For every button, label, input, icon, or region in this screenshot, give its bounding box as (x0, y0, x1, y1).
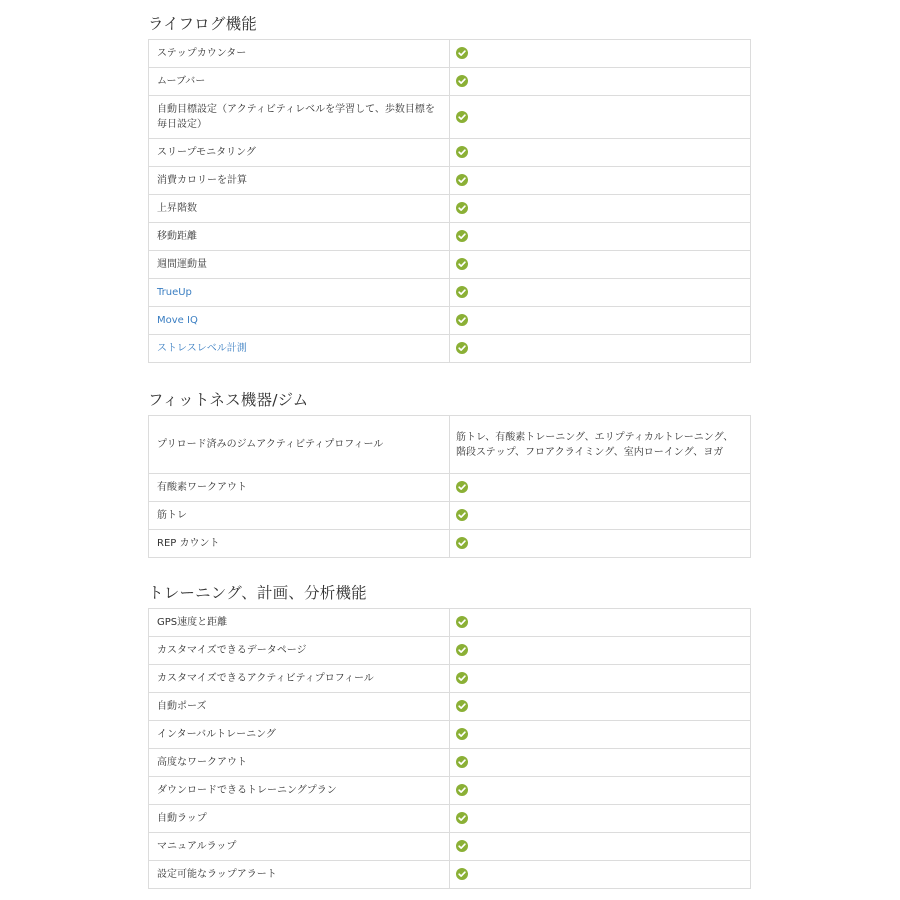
feature-label-cell (149, 861, 450, 889)
feature-label: カスタマイズできるデータページ (157, 645, 307, 656)
feature-value-cell (450, 474, 751, 502)
feature-value-cell (450, 502, 751, 530)
feature-label-cell (149, 251, 450, 279)
check-icon (456, 202, 468, 214)
feature-value-cell (450, 251, 751, 279)
feature-label: 自動ポーズ (157, 701, 207, 712)
check-icon (456, 111, 468, 123)
feature-label: 高度なワークアウト (157, 757, 247, 768)
feature-label-cell (149, 777, 450, 805)
feature-label: REP カウント (157, 538, 220, 549)
table-row (149, 40, 751, 68)
feature-value-cell (450, 167, 751, 195)
feature-value-cell (450, 637, 751, 665)
check-icon (456, 812, 468, 824)
feature-value-cell (450, 40, 751, 68)
table-row (149, 637, 751, 665)
check-icon (456, 174, 468, 186)
table-row (149, 474, 751, 502)
check-icon (456, 258, 468, 270)
training-title: トレーニング、計画、分析機能 (148, 584, 367, 602)
table-row (149, 167, 751, 195)
feature-value-cell (450, 307, 751, 335)
feature-label-cell (149, 167, 450, 195)
feature-label-cell (149, 749, 450, 777)
check-icon (456, 75, 468, 87)
feature-label: 有酸素ワークアウト (157, 482, 247, 493)
fitness-table (148, 415, 751, 558)
check-icon (456, 509, 468, 521)
feature-label: 移動距離 (157, 231, 197, 242)
feature-label: ダウンロードできるトレーニングプラン (157, 785, 337, 796)
check-icon (456, 672, 468, 684)
feature-label-cell (149, 502, 450, 530)
check-icon (456, 728, 468, 740)
table-row (149, 335, 751, 363)
feature-label-cell (149, 68, 450, 96)
table-row (149, 195, 751, 223)
check-icon (456, 146, 468, 158)
feature-label: スリープモニタリング (157, 147, 256, 158)
table-row (149, 96, 751, 139)
feature-label-cell (149, 307, 450, 335)
feature-label-cell (149, 416, 450, 474)
table-row (149, 693, 751, 721)
fitness-table-body (149, 416, 751, 558)
feature-label: 週間運動量 (157, 259, 207, 270)
check-icon (456, 47, 468, 59)
check-icon (456, 868, 468, 880)
table-row (149, 251, 751, 279)
table-row (149, 833, 751, 861)
feature-label: 設定可能なラップアラート (157, 869, 277, 880)
feature-label: ステップカウンター (157, 48, 247, 59)
check-icon (456, 342, 468, 354)
feature-label-cell (149, 665, 450, 693)
table-row (149, 279, 751, 307)
feature-label-cell (149, 279, 450, 307)
check-icon (456, 314, 468, 326)
check-icon (456, 756, 468, 768)
feature-label-cell (149, 139, 450, 167)
feature-value-cell (450, 609, 751, 637)
feature-label: 自動目標設定（アクティビティレベルを学習して、歩数目標を毎日設定） (157, 104, 435, 130)
feature-value-cell (450, 777, 751, 805)
feature-value-cell (450, 721, 751, 749)
table-row (149, 307, 751, 335)
feature-label-cell (149, 195, 450, 223)
feature-label-cell (149, 637, 450, 665)
feature-label: 消費カロリーを計算 (157, 175, 247, 186)
table-row (149, 665, 751, 693)
table-row (149, 223, 751, 251)
feature-value-cell (450, 416, 751, 474)
feature-label-cell (149, 223, 450, 251)
table-row (149, 861, 751, 889)
feature-label: カスタマイズできるアクティビティプロフィール (157, 673, 374, 684)
check-icon (456, 230, 468, 242)
feature-link[interactable]: TrueUp (157, 287, 192, 298)
feature-value-cell (450, 530, 751, 558)
feature-label-cell (149, 474, 450, 502)
table-row (149, 805, 751, 833)
feature-label-cell (149, 609, 450, 637)
feature-label: GPS速度と距離 (157, 617, 228, 628)
feature-value-cell (450, 68, 751, 96)
feature-label-cell (149, 721, 450, 749)
lifelog-table (148, 39, 751, 363)
table-row (149, 609, 751, 637)
check-icon (456, 481, 468, 493)
table-row (149, 721, 751, 749)
check-icon (456, 286, 468, 298)
feature-value-cell (450, 195, 751, 223)
feature-label: ムーブバー (157, 76, 206, 87)
table-row (149, 416, 751, 474)
feature-value-cell (450, 693, 751, 721)
training-table-body (149, 609, 751, 889)
feature-label-cell (149, 693, 450, 721)
feature-value-cell (450, 96, 751, 139)
feature-value-cell (450, 665, 751, 693)
feature-value-cell (450, 335, 751, 363)
check-icon (456, 537, 468, 549)
feature-link[interactable]: Move IQ (157, 315, 198, 326)
feature-value-cell (450, 861, 751, 889)
feature-label-cell (149, 530, 450, 558)
feature-value-cell (450, 805, 751, 833)
feature-link[interactable]: ストレスレベル計測 (157, 343, 247, 354)
table-row (149, 139, 751, 167)
feature-value-cell (450, 749, 751, 777)
feature-label: 自動ラップ (157, 813, 207, 824)
feature-value-cell (450, 279, 751, 307)
feature-label: 筋トレ (157, 510, 187, 521)
feature-label-cell (149, 96, 450, 139)
training-table (148, 608, 751, 889)
lifelog-table-body (149, 40, 751, 363)
feature-label-cell (149, 833, 450, 861)
check-icon (456, 616, 468, 628)
feature-value: 筋トレ、有酸素トレーニング、エリプティカルトレーニング、階段ステップ、フロアクライミング、室内ローイング、ヨガ (456, 431, 734, 458)
check-icon (456, 840, 468, 852)
table-row (149, 777, 751, 805)
feature-label: マニュアルラップ (157, 841, 237, 852)
lifelog-title: ライフログ機能 (148, 15, 257, 33)
feature-value-cell (450, 223, 751, 251)
feature-label: プリロード済みのジムアクティビティプロフィール (157, 439, 384, 450)
feature-label: 上昇階数 (157, 203, 197, 214)
feature-value-cell (450, 139, 751, 167)
table-row (149, 68, 751, 96)
feature-label-cell (149, 805, 450, 833)
check-icon (456, 700, 468, 712)
feature-label-cell (149, 335, 450, 363)
feature-label: インターバルトレーニング (157, 729, 276, 740)
check-icon (456, 644, 468, 656)
feature-value-cell (450, 833, 751, 861)
check-icon (456, 784, 468, 796)
table-row (149, 502, 751, 530)
table-row (149, 530, 751, 558)
table-row (149, 749, 751, 777)
fitness-title: フィットネス機器/ジム (148, 391, 309, 409)
feature-label-cell (149, 40, 450, 68)
